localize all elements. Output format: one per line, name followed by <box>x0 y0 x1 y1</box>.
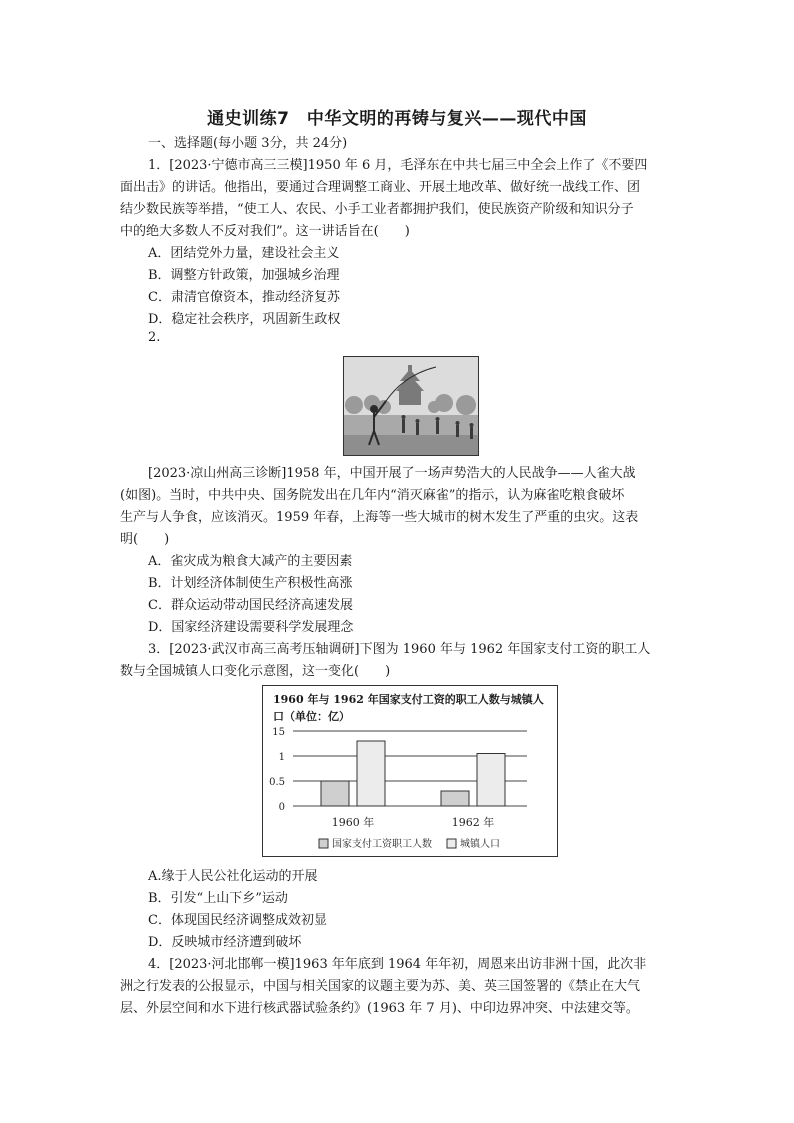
q2-line-2: (如图)。当时，中共中央、国务院发出在几年内“消灭麻雀”的指示，认为麻雀吃粮食破坏 <box>120 488 625 503</box>
q1-line-4: 中的绝大多数人不反对我们”。这一讲话旨在( ) <box>120 224 410 239</box>
q2-option-d: D．国家经济建设需要科学发展理念 <box>148 620 354 635</box>
chart-canvas <box>263 686 557 856</box>
page-title: 通史训练7 中华文明的再铸与复兴——现代中国 <box>207 109 587 129</box>
sparrow-campaign-photo <box>343 356 479 456</box>
q2-option-b: B．计划经济体制使生产积极性高涨 <box>148 576 353 591</box>
legend-label: 国家支付工资职工人数 <box>332 839 432 850</box>
q4-line-3: 层、外层空间和水下进行核武器试验条约》(1963 年 7 月)、中印边界冲突、中法建交等。 <box>120 1001 639 1016</box>
bar <box>357 741 385 806</box>
q4-line-2: 洲之行发表的公报显示，中国与相关国家的议题主要为苏、美、英三国签署的《禁止在大气 <box>120 979 641 994</box>
y-tick-label: 1 <box>278 752 285 763</box>
q1-option-d: D．稳定社会秩序，巩固新生政权 <box>148 312 341 327</box>
q1-option-c: C．肃清官僚资本，推动经济复苏 <box>148 290 340 305</box>
y-tick-label: 0 <box>278 802 285 813</box>
bar <box>477 754 505 807</box>
employment-population-chart <box>262 685 558 857</box>
q2-number: 2. <box>148 330 161 345</box>
q3-option-d: D．反映城市经济遭到破坏 <box>148 935 302 950</box>
photo-illustration <box>344 357 478 455</box>
q3-line-2: 数与全国城镇人口变化示意图，这一变化( ) <box>120 664 391 679</box>
legend-label: 城镇人口 <box>460 839 500 850</box>
q1-option-a: A．团结党外力量，建设社会主义 <box>148 246 340 261</box>
section-heading: 一、选择题(每小题 3分，共 24分) <box>148 136 348 151</box>
legend-swatch <box>447 839 456 848</box>
legend-swatch <box>319 839 328 848</box>
chart-title-line-1: 1960 年与 1962 年国家支付工资的职工人数与城镇人 <box>273 693 544 706</box>
q2-option-a: A．雀灾成为粮食大减产的主要因素 <box>148 554 353 569</box>
q1-line-3: 结少数民族等举措，“使工人、农民、小手工业者都拥护我们，使民族资产阶级和知识分子 <box>120 202 634 217</box>
q3-line-1: 3．[2023·武汉市高三高考压轴调研]下图为 1960 年与 1962 年国家支付工资的职工人 <box>148 642 651 657</box>
chart-title-line-2: 口（单位：亿） <box>273 710 350 723</box>
q2-line-4: 明( ) <box>120 532 170 547</box>
y-tick-label: 15 <box>272 727 285 738</box>
q3-option-b: B．引发“上山下乡”运动 <box>148 891 288 906</box>
y-tick-label: 0.5 <box>269 777 285 788</box>
q1-line-1: 1．[2023·宁德市高三三模]1950 年 6 月，毛泽东在中共七届三中全会上作了《不要四 <box>148 158 648 173</box>
x-tick-label: 1962 年 <box>451 816 495 829</box>
q2-line-3: 生产与人争食，应该消灭。1959 年春，上海等一些大城市的树木发生了严重的虫灾。这表 <box>120 510 639 525</box>
x-tick-label: 1960 年 <box>331 816 375 829</box>
bar <box>321 781 349 806</box>
q1-option-b: B．调整方针政策，加强城乡治理 <box>148 268 340 283</box>
bar <box>441 791 469 806</box>
q1-line-2: 面出击》的讲话。他指出，要通过合理调整工商业、开展土地改革、做好统一战线工作、团 <box>120 180 641 195</box>
q2-option-c: C．群众运动带动国民经济高速发展 <box>148 598 353 613</box>
q3-option-a: A.缘于人民公社化运动的开展 <box>148 869 318 884</box>
q2-line-1: [2023·凉山州高三诊断]1958 年，中国开展了一场声势浩大的人民战争——人雀大战 <box>148 466 636 481</box>
q3-option-c: C．体现国民经济调整成效初显 <box>148 913 327 928</box>
q4-line-1: 4．[2023·河北邯郸一模]1963 年年底到 1964 年年初，周恩来出访非洲十国，此次非 <box>148 957 647 972</box>
